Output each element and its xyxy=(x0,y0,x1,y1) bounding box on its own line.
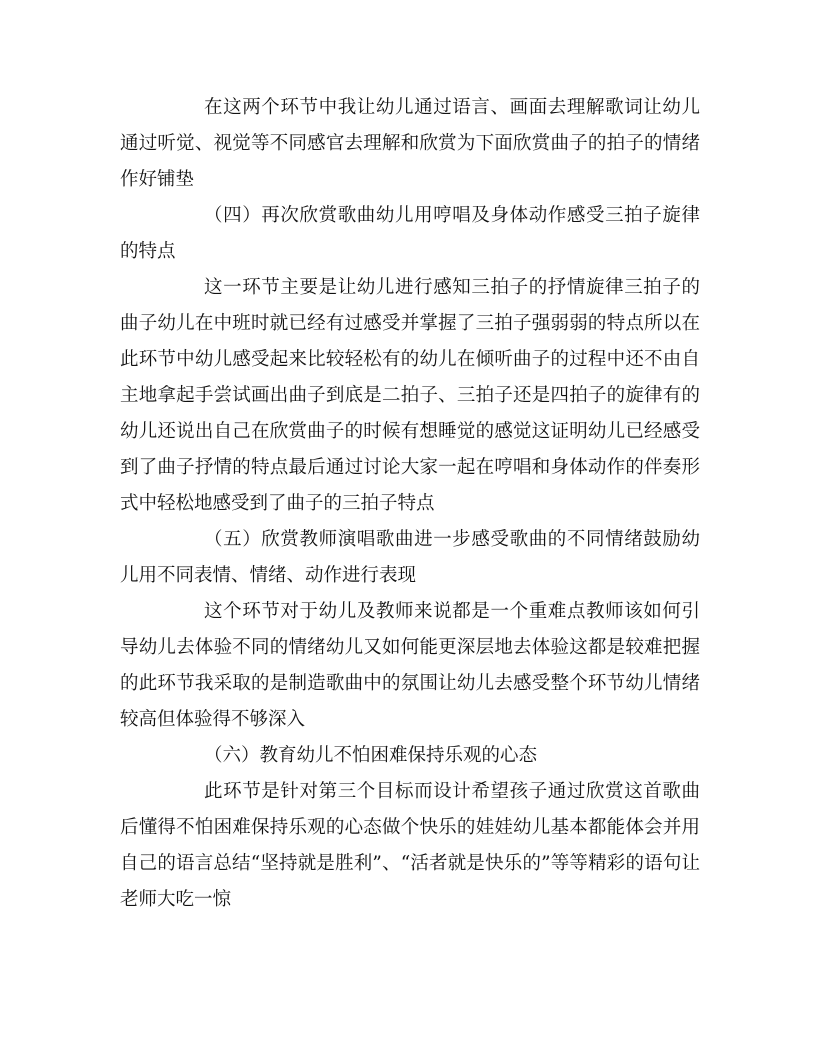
section-heading-6: （六）教育幼儿不怕困难保持乐观的心态 xyxy=(204,745,538,766)
paragraph-4: 此环节是针对第三个目标而设计希望孩子通过欣赏这首歌曲后懂得不怕困难保持乐观的心态做个快乐的娃娃幼儿基本都能体会并用自己的语言总结“坚持就是胜利”、“活者就是快乐的”等等精彩的语句让老师大吃一惊 xyxy=(120,781,700,910)
paragraph-3: 这个环节对于幼儿及教师来说都是一个重难点教师该如何引导幼儿去体验不同的情绪幼儿又如何能更深层地去体验这都是较难把握的此环节我采取的是制造歌曲中的氛围让幼儿去感受整个环节幼儿情绪较高但体验得不够深入 xyxy=(120,601,700,730)
section-heading-5: （五）欣赏教师演唱歌曲进一步感受歌曲的不同情绪鼓励幼儿用不同表情、情绪、动作进行表现 xyxy=(120,529,700,586)
document-body xyxy=(120,90,700,918)
paragraph-1: 在这两个环节中我让幼儿通过语言、画面去理解歌词让幼儿通过听觉、视觉等不同感官去理解和欣赏为下面欣赏曲子的拍子的情绪作好铺垫 xyxy=(120,97,700,190)
section-heading-4: （四）再次欣赏歌曲幼儿用哼唱及身体动作感受三拍子旋律的特点 xyxy=(120,205,700,262)
paragraph-2: 这一环节主要是让幼儿进行感知三拍子的抒情旋律三拍子的曲子幼儿在中班时就已经有过感受并掌握了三拍子强弱弱的特点所以在此环节中幼儿感受起来比较轻松有的幼儿在倾听曲子的过程中还不由自主地拿起手尝试画出曲子到底是二拍子、三拍子还是四拍子的旋律有的幼儿还说出自己在欣赏曲子的时候有想睡觉的感觉这证明幼儿已经感受到了曲子抒情的特点最后通过讨论大家一起在哼唱和身体动作的伴奏形式中轻松地感受到了曲子的三拍子特点 xyxy=(120,277,700,514)
